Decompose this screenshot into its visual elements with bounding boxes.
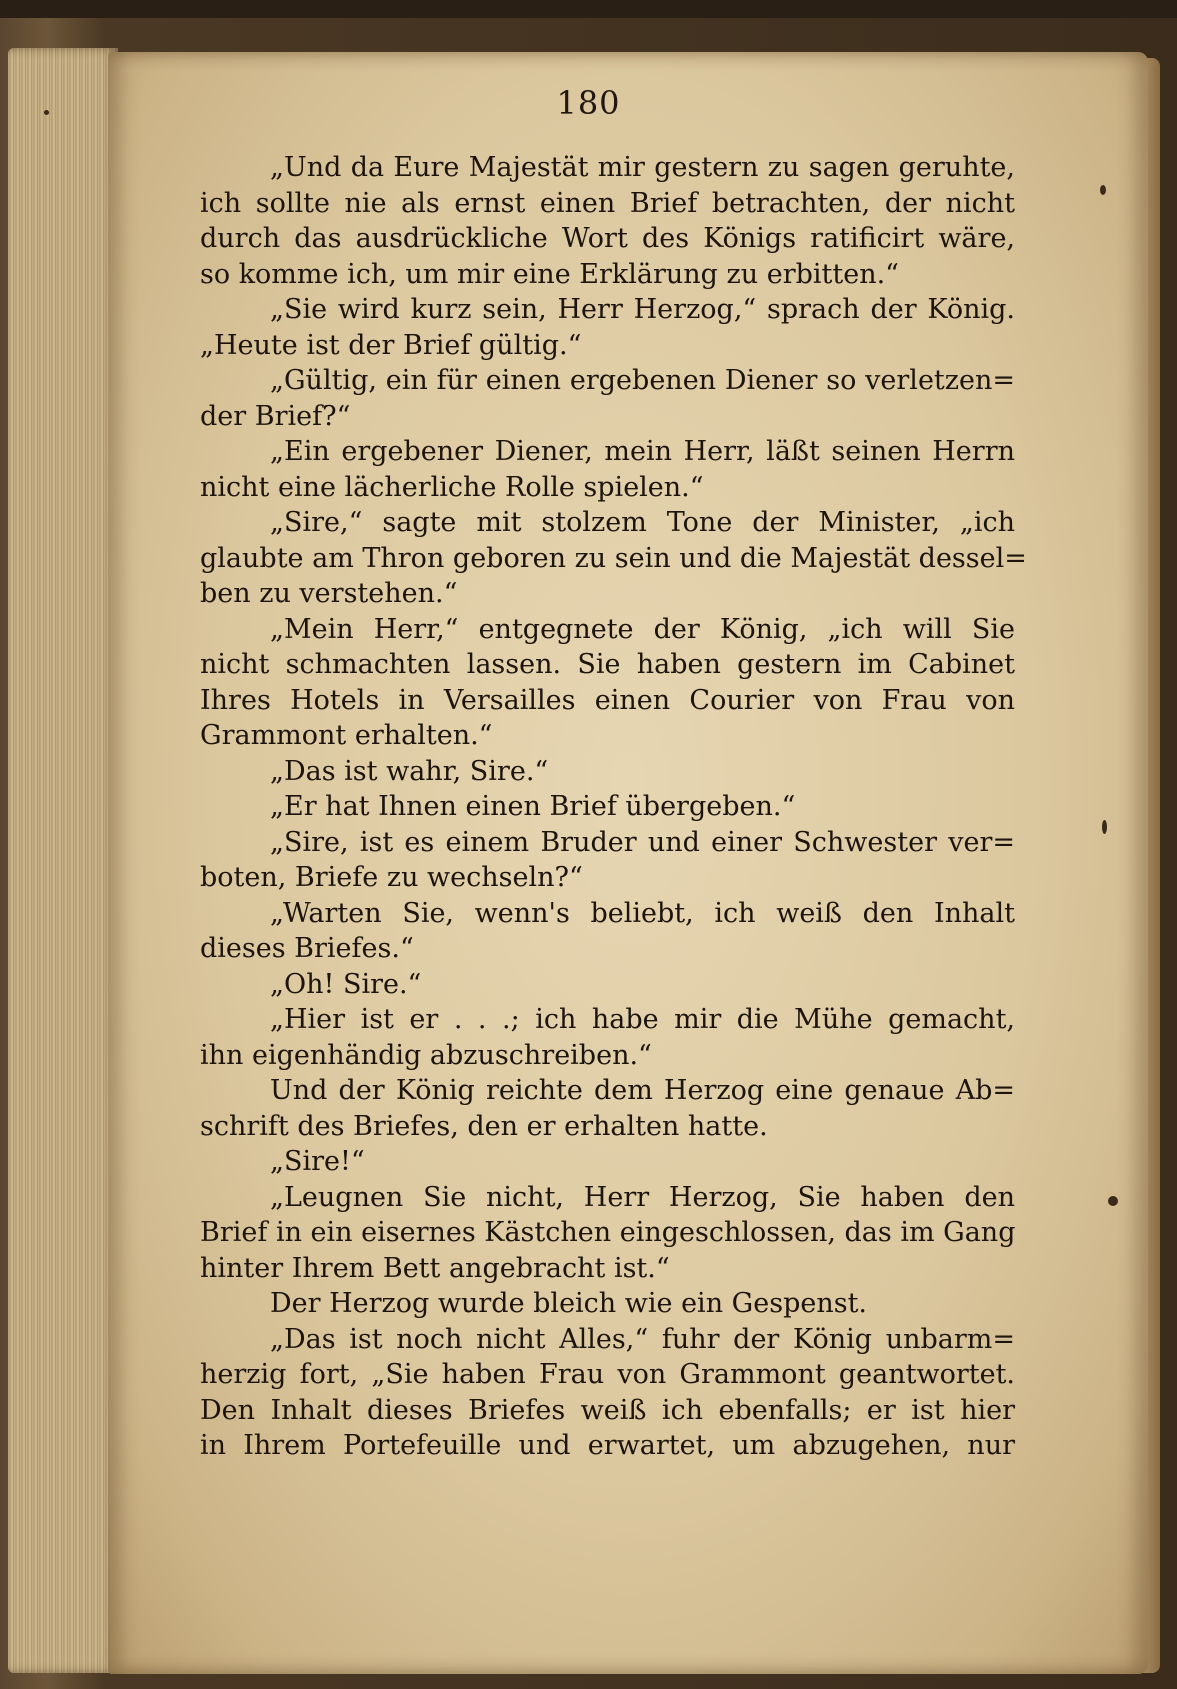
page-edges-left [8, 48, 118, 1673]
text-line: „Und da Eure Majestät mir gestern zu sagen geruhte, [270, 152, 1015, 183]
text-line: herzig fort, „Sie haben Frau von Grammont geantwortet. [200, 1359, 1015, 1390]
text-line: der Brief?“ [200, 400, 351, 432]
text-line: „Sire,“ sagte mit stolzem Tone der Minister, „ich [270, 507, 1015, 538]
text-line: ben zu verstehen.“ [200, 578, 458, 609]
text-line: Ihres Hotels in Versailles einen Courier von Frau von [200, 684, 1015, 716]
text-line: ich sollte nie als ernst einen Brief betrachten, der nicht [200, 187, 1015, 219]
text-line: durch das ausdrückliche Wort des Königs ratificirt wäre, [200, 223, 1015, 254]
text-line: „Leugnen Sie nicht, Herr Herzog, Sie haben den [270, 1181, 1015, 1213]
text-line: „Hier ist er . . .; ich habe mir die Mühe gemacht, [270, 1004, 1015, 1035]
page-number: 180 [556, 84, 621, 122]
paper-speck [1108, 1196, 1118, 1206]
text-line: „Oh! Sire.“ [270, 968, 422, 1000]
paper-speck [1100, 185, 1106, 195]
text-line: „Warten Sie, wenn's beliebt, ich weiß den Inhalt [270, 897, 1015, 929]
text-line: „Ein ergebener Diener, mein Herr, läßt seinen Herrn [270, 436, 1015, 467]
text-line: Grammont erhalten.“ [200, 720, 493, 751]
text-line: „Sie wird kurz sein, Herr Herzog,“ sprach der König. [270, 294, 1015, 325]
text-line: „Sire, ist es einem Bruder und einer Schwester ver= [270, 826, 1015, 858]
text-line: Und der König reichte dem Herzog eine genaue Ab= [270, 1075, 1015, 1106]
text-line: schrift des Briefes, den er erhalten hatte. [200, 1110, 768, 1142]
text-line: dieses Briefes.“ [200, 933, 414, 964]
text-line: Den Inhalt dieses Briefes weiß ich ebenfalls; er ist hier [200, 1394, 1015, 1426]
text-line: „Das ist wahr, Sire.“ [270, 755, 549, 787]
text-line: boten, Briefe zu wechseln?“ [200, 862, 583, 893]
text-line: „Das ist noch nicht Alles,“ fuhr der König unbarm= [270, 1323, 1015, 1355]
text-line: ihn eigenhändig abzuschreiben.“ [200, 1039, 652, 1071]
text-line: „Sire!“ [270, 1146, 365, 1177]
text-line: nicht eine lächerliche Rolle spielen.“ [200, 471, 704, 503]
text-line: Der Herzog wurde bleich wie ein Gespenst. [270, 1288, 868, 1319]
text-line: so komme ich, um mir eine Erklärung zu erbitten.“ [200, 258, 899, 290]
text-line: „Gültig, ein für einen ergebenen Diener so verletzen= [270, 365, 1015, 396]
text-line: „Heute ist der Brief gültig.“ [200, 329, 582, 361]
text-line: hinter Ihrem Bett angebracht ist.“ [200, 1252, 670, 1284]
paper-speck [1102, 820, 1107, 834]
text-line: „Mein Herr,“ entgegnete der König, „ich will Sie [270, 613, 1015, 645]
text-line: nicht schmachten lassen. Sie haben gestern im Cabinet [200, 649, 1015, 680]
body-text [200, 150, 1027, 1464]
text-line: Brief in ein eisernes Kästchen eingeschlossen, das im Gang [200, 1217, 1016, 1248]
text-line: in Ihrem Portefeuille und erwartet, um abzugehen, nur [200, 1430, 1015, 1461]
text-line: glaubte am Thron geboren zu sein und die Majestät dessel= [200, 542, 1027, 574]
text-line: „Er hat Ihnen einen Brief übergeben.“ [270, 791, 796, 822]
